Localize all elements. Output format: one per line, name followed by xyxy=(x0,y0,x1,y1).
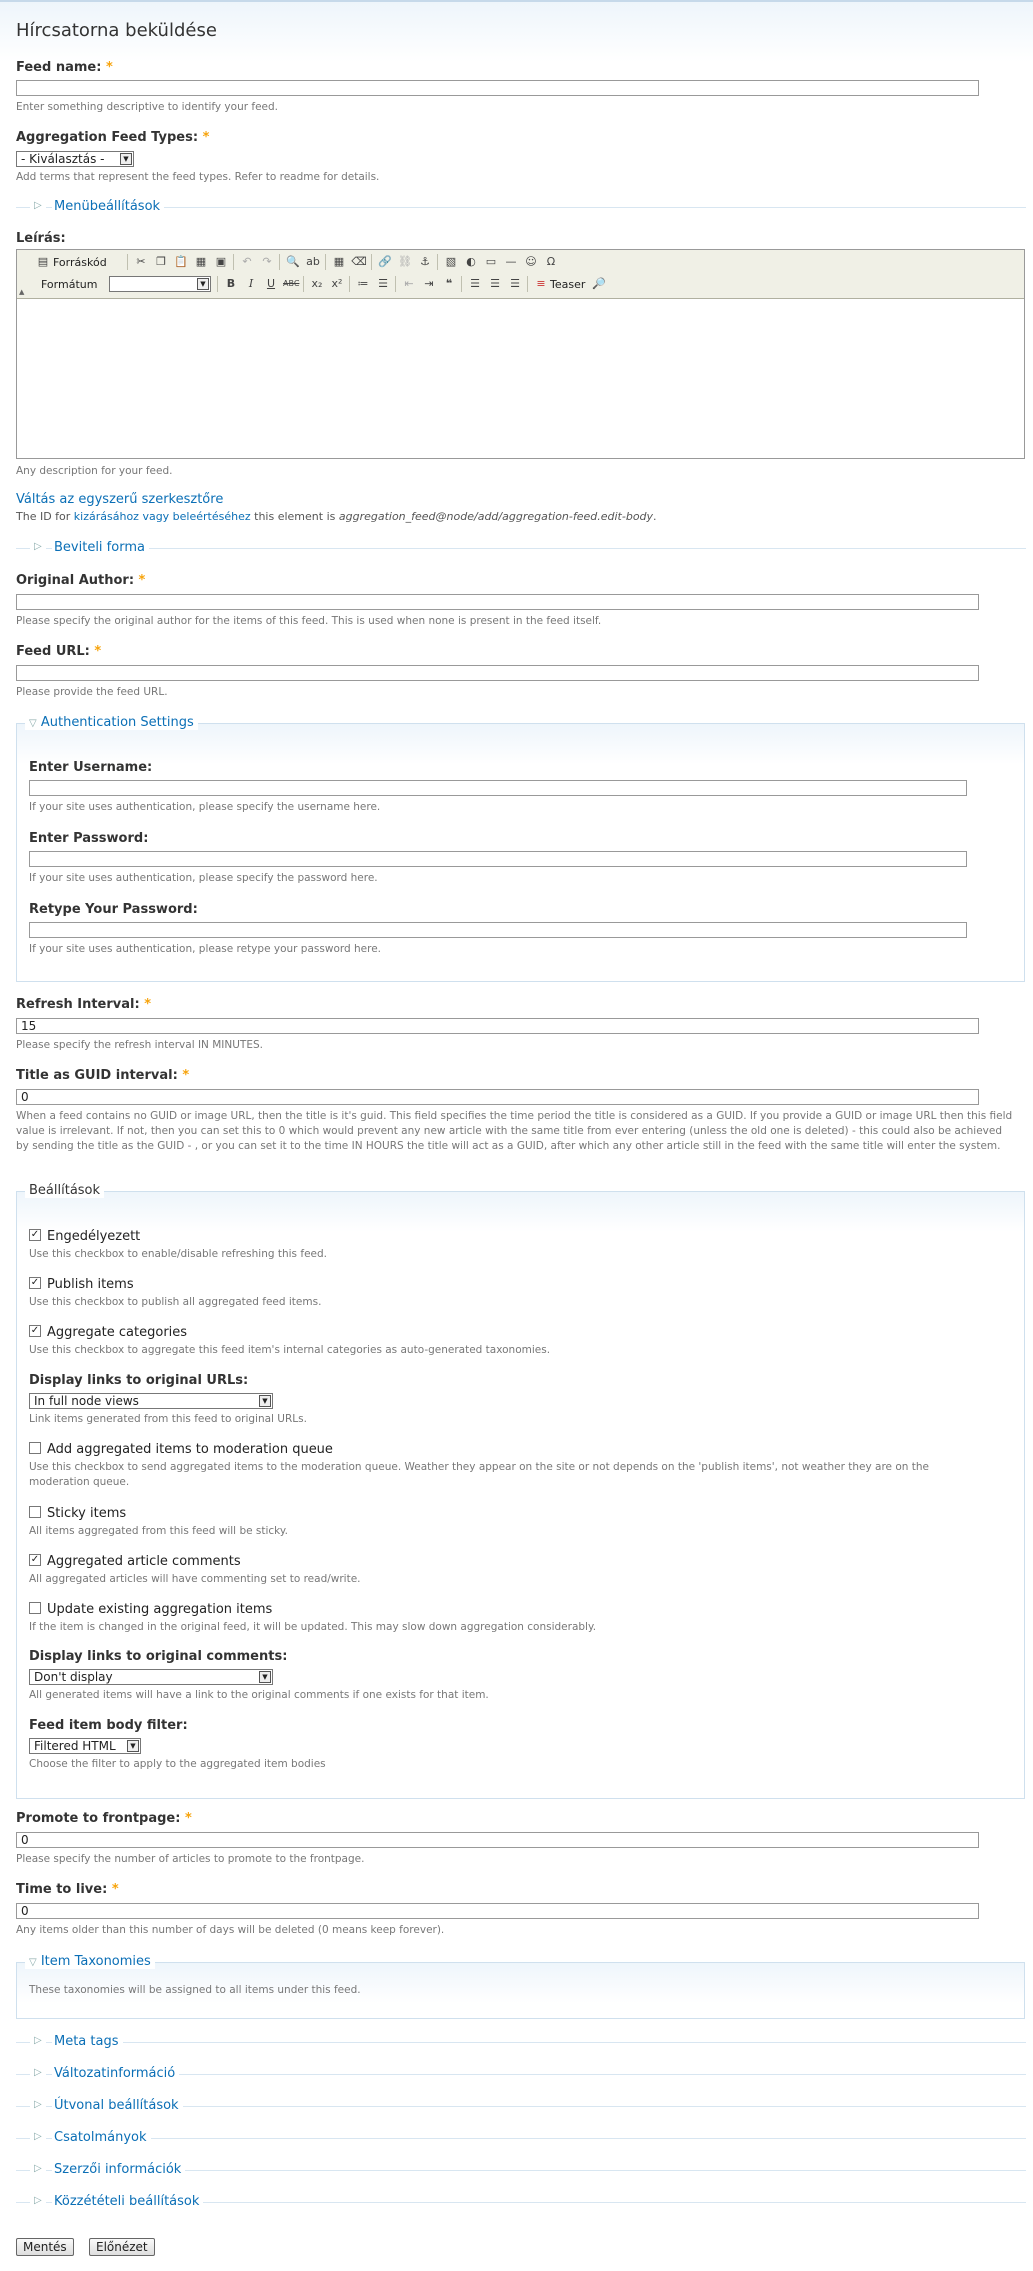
display-comments-desc: All generated items will have a link to the original comments if one exists for that item. xyxy=(29,1689,489,1701)
expand-triangle-icon: ▷ xyxy=(30,2067,46,2078)
preview-icon[interactable]: 🔎 xyxy=(592,277,606,290)
input-format-link[interactable]: Beviteli forma xyxy=(52,540,149,555)
guid-interval-desc: When a feed contains no GUID or image URL, then the title is it's guid. This field specifies the time period the title is considered as a GUID. If you provide a GUID or image URL then this field value is irrelevant. If not, then you can set this to 0 which would prevent any new article with the same title from ever entering (unless the old one is deleted) - this could also be achieved by sending the title as the GUID - , or you can set it to the time IN HOURS the title will act as a GUID, after which any other article still in the feed with the same title will enter the system. xyxy=(16,1110,1013,1152)
unlink-icon[interactable]: ⛓ xyxy=(398,255,412,268)
cut-icon[interactable]: ✂ xyxy=(136,255,146,268)
anchor-icon[interactable]: ⚓ xyxy=(420,255,430,268)
moderation-queue-desc-2: moderation queue. xyxy=(29,1476,130,1488)
feed-name-desc: Enter something descriptive to identify your feed. xyxy=(16,101,279,113)
chevron-down-icon: ▼ xyxy=(127,1740,139,1752)
menu-settings-link[interactable]: Menübeállítások xyxy=(52,199,164,214)
enabled-label: Engedélyezett xyxy=(47,1229,141,1244)
authentication-settings-link[interactable]: Authentication Settings xyxy=(40,715,194,730)
password-input[interactable] xyxy=(29,851,967,867)
expand-triangle-icon: ▷ xyxy=(30,2131,46,2142)
menu-settings-fieldset[interactable] xyxy=(16,197,1026,219)
expand-triangle-icon: ▷ xyxy=(30,2099,46,2110)
settings-fieldset xyxy=(16,1183,1025,1799)
superscript-icon[interactable]: x² xyxy=(331,277,343,290)
expand-triangle-icon: ▷ xyxy=(30,200,46,211)
teaser-button[interactable]: Teaser xyxy=(550,278,586,291)
collapse-triangle-icon: ▽ xyxy=(29,718,37,729)
special-char-icon[interactable]: Ω xyxy=(546,255,556,268)
required-mark: * xyxy=(105,60,113,75)
moderation-queue-desc: Use this checkbox to send aggregated items to the moderation queue. Weather they appear on the site or not depends on the 'publish items', not weather they are on the xyxy=(29,1461,929,1473)
smiley-icon[interactable]: ☺ xyxy=(525,255,537,268)
horizontal-rule-icon[interactable]: — xyxy=(505,255,517,268)
aggregate-categories-checkbox[interactable]: ✓ xyxy=(30,1325,40,1336)
replace-icon[interactable]: ab xyxy=(306,255,320,268)
align-right-icon[interactable]: ☰ xyxy=(510,277,520,290)
sticky-items-desc: All items aggregated from this feed will be sticky. xyxy=(29,1525,288,1537)
refresh-interval-input[interactable] xyxy=(16,1018,979,1034)
page-title: Hírcsatorna beküldése xyxy=(16,20,217,41)
expand-triangle-icon: ▷ xyxy=(30,2195,46,2206)
enabled-checkbox[interactable]: ✓ xyxy=(30,1229,40,1240)
chevron-down-icon: ▼ xyxy=(259,1671,271,1683)
revision-fieldset[interactable] xyxy=(16,2064,1026,2086)
source-icon: ▤ xyxy=(37,255,49,268)
underline-icon[interactable]: U xyxy=(266,277,276,290)
item-taxonomies-desc: These taxonomies will be assigned to all items under this feed. xyxy=(29,1984,361,1996)
time-to-live-label: Time to live: * xyxy=(16,1882,119,1897)
save-button[interactable]: Mentés xyxy=(16,2238,74,2256)
remove-format-icon[interactable]: ⌫ xyxy=(351,255,367,268)
update-existing-desc: If the item is changed in the original feed, it will be updated. This may slow down aggregation considerably. xyxy=(29,1621,597,1633)
guid-interval-input[interactable] xyxy=(16,1089,979,1105)
aggregation-types-select[interactable]: - Kiválasztás - ▼ xyxy=(16,151,134,167)
feed-url-label: Feed URL: * xyxy=(16,644,102,659)
subscript-icon[interactable]: x₂ xyxy=(311,277,323,290)
password-label: Enter Password: xyxy=(29,831,149,846)
chevron-down-icon: ▼ xyxy=(259,1395,271,1407)
image-icon[interactable]: ▧ xyxy=(445,255,457,268)
refresh-interval-label: Refresh Interval: * xyxy=(16,997,152,1012)
collapse-toolbar-icon[interactable]: ▲ xyxy=(19,288,25,296)
sticky-items-checkbox[interactable] xyxy=(29,1506,41,1518)
italic-icon[interactable]: I xyxy=(248,277,254,290)
settings-legend: Beállítások xyxy=(25,1183,104,1198)
undo-icon[interactable]: ↶ xyxy=(242,255,252,268)
input-format-fieldset[interactable] xyxy=(16,538,1026,560)
outdent-icon[interactable]: ⇤ xyxy=(404,277,414,290)
username-input[interactable] xyxy=(29,780,967,796)
numbered-list-icon[interactable]: ≔ xyxy=(357,277,369,290)
original-author-input[interactable] xyxy=(16,594,979,610)
article-comments-desc: All aggregated articles will have commenting set to read/write. xyxy=(29,1573,361,1585)
article-comments-checkbox[interactable]: ✓ xyxy=(30,1554,40,1565)
body-filter-desc: Choose the filter to apply to the aggregated item bodies xyxy=(29,1758,326,1770)
switch-to-plain-editor-link[interactable]: Váltás az egyszerű szerkesztőre xyxy=(16,492,224,507)
aggregation-types-label: Aggregation Feed Types: * xyxy=(16,130,210,145)
format-label: Formátum xyxy=(41,278,98,291)
enabled-desc: Use this checkbox to enable/disable refreshing this feed. xyxy=(29,1248,327,1260)
expand-triangle-icon: ▷ xyxy=(30,541,46,552)
indent-icon[interactable]: ⇥ xyxy=(424,277,434,290)
toolbar-row-1 xyxy=(35,254,1015,274)
revision-info-link[interactable]: Változatinformáció xyxy=(52,2066,179,2081)
display-links-label: Display links to original URLs: xyxy=(29,1373,249,1388)
path-settings-fieldset[interactable] xyxy=(16,2096,1026,2118)
include-exclude-link[interactable]: kizárásához vagy beleértéséhez xyxy=(73,510,251,523)
bold-icon[interactable]: B xyxy=(226,277,236,290)
guid-interval-label: Title as GUID interval: * xyxy=(16,1068,190,1083)
teaser-break-icon: ≡ xyxy=(536,277,546,290)
username-desc: If your site uses authentication, please specify the username here. xyxy=(29,801,381,813)
publishing-options-fieldset[interactable] xyxy=(16,2192,1026,2214)
description-desc: Any description for your feed. xyxy=(16,465,173,477)
original-author-desc: Please specify the original author for the items of this feed. This is used when none is present in the feed itself. xyxy=(16,615,602,627)
find-icon[interactable]: 🔍 xyxy=(286,255,300,268)
format-select[interactable] xyxy=(109,276,211,292)
article-comments-label: Aggregated article comments xyxy=(47,1554,241,1569)
publish-items-desc: Use this checkbox to publish all aggregated feed items. xyxy=(29,1296,322,1308)
link-icon[interactable]: 🔗 xyxy=(378,255,392,268)
feed-url-desc: Please provide the feed URL. xyxy=(16,686,168,698)
bullet-list-icon[interactable]: ☰ xyxy=(378,277,388,290)
toolbar-row-2 xyxy=(35,276,1015,296)
expand-triangle-icon: ▷ xyxy=(30,2035,46,2046)
time-to-live-input[interactable] xyxy=(16,1903,979,1919)
original-author-label: Original Author: * xyxy=(16,573,146,588)
blockquote-icon[interactable]: ❝ xyxy=(445,277,453,290)
feed-name-input[interactable] xyxy=(16,80,979,96)
rich-text-editor xyxy=(16,249,1025,459)
author-info-fieldset[interactable] xyxy=(16,2160,1026,2182)
preview-button[interactable]: Előnézet xyxy=(89,2238,155,2256)
table-icon[interactable]: ▭ xyxy=(485,255,497,268)
flash-icon[interactable]: ◐ xyxy=(466,255,476,268)
paste-icon[interactable]: 📋 xyxy=(174,255,188,268)
body-filter-label: Feed item body filter: xyxy=(29,1718,188,1733)
display-links-select[interactable]: In full node views ▼ xyxy=(29,1393,273,1409)
paste-text-icon[interactable]: ▦ xyxy=(195,255,207,268)
copy-icon[interactable]: ❐ xyxy=(156,255,166,268)
feed-name-label: Feed name: * xyxy=(16,60,113,75)
element-id-note: The ID for kizárásához vagy beleértéséhez this element is aggregation_feed@node/add/aggregation-feed.edit-body. xyxy=(16,510,657,523)
align-center-icon[interactable]: ☰ xyxy=(490,277,500,290)
feed-url-input[interactable] xyxy=(16,665,979,681)
author-info-link[interactable]: Szerzői információk xyxy=(52,2162,185,2177)
chevron-down-icon: ▼ xyxy=(120,153,132,165)
moderation-queue-checkbox[interactable] xyxy=(29,1442,41,1454)
description-label: Leírás: xyxy=(16,231,66,246)
update-existing-checkbox[interactable] xyxy=(29,1602,41,1614)
source-button[interactable]: Forráskód xyxy=(53,256,107,269)
authentication-fieldset xyxy=(16,715,1025,982)
paste-word-icon[interactable]: ▣ xyxy=(215,255,227,268)
time-to-live-desc: Any items older than this number of days will be deleted (0 means keep forever). xyxy=(16,1924,445,1936)
body-filter-select[interactable]: Filtered HTML ▼ xyxy=(29,1738,141,1754)
collapse-triangle-icon: ▽ xyxy=(29,1957,37,1968)
username-label: Enter Username: xyxy=(29,760,153,775)
select-all-icon[interactable]: ▦ xyxy=(333,255,345,268)
promote-desc: Please specify the number of articles to promote to the frontpage. xyxy=(16,1853,365,1865)
item-taxonomies-link[interactable]: Item Taxonomies xyxy=(40,1954,151,1969)
publish-items-checkbox[interactable]: ✓ xyxy=(30,1277,40,1288)
attachments-fieldset[interactable] xyxy=(16,2128,1026,2150)
attachments-link[interactable]: Csatolmányok xyxy=(52,2130,151,2145)
strike-icon[interactable]: ABC xyxy=(283,279,300,288)
description-edit-area[interactable] xyxy=(17,299,1024,458)
chevron-down-icon: ▼ xyxy=(197,278,209,290)
display-comments-label: Display links to original comments: xyxy=(29,1649,288,1664)
publishing-options-link[interactable]: Közzétételi beállítások xyxy=(52,2194,203,2209)
password-desc: If your site uses authentication, please specify the password here. xyxy=(29,872,378,884)
display-comments-select[interactable]: Don't display ▼ xyxy=(29,1669,273,1685)
item-taxonomies-fieldset xyxy=(16,1954,1025,2019)
align-left-icon[interactable]: ☰ xyxy=(470,277,480,290)
redo-icon[interactable]: ↷ xyxy=(262,255,272,268)
display-links-desc: Link items generated from this feed to original URLs. xyxy=(29,1413,307,1425)
meta-tags-link[interactable]: Meta tags xyxy=(52,2034,123,2049)
meta-tags-fieldset[interactable] xyxy=(16,2032,1026,2054)
update-existing-label: Update existing aggregation items xyxy=(47,1602,273,1617)
expand-triangle-icon: ▷ xyxy=(30,2163,46,2174)
refresh-interval-desc: Please specify the refresh interval IN MINUTES. xyxy=(16,1039,263,1051)
moderation-queue-label: Add aggregated items to moderation queue xyxy=(47,1442,333,1457)
path-settings-link[interactable]: Útvonal beállítások xyxy=(52,2098,183,2113)
retype-password-input[interactable] xyxy=(29,922,967,938)
aggregate-categories-desc: Use this checkbox to aggregate this feed item's internal categories as auto-generated taxonomies. xyxy=(29,1344,551,1356)
publish-items-label: Publish items xyxy=(47,1277,134,1292)
editor-toolbar xyxy=(17,250,1024,299)
retype-password-desc: If your site uses authentication, please retype your password here. xyxy=(29,943,381,955)
promote-input[interactable] xyxy=(16,1832,979,1848)
aggregate-categories-label: Aggregate categories xyxy=(47,1325,188,1340)
aggregation-types-desc: Add terms that represent the feed types. Refer to readme for details. xyxy=(16,171,380,183)
promote-label: Promote to frontpage: * xyxy=(16,1811,192,1826)
retype-password-label: Retype Your Password: xyxy=(29,902,198,917)
sticky-items-label: Sticky items xyxy=(47,1506,127,1521)
